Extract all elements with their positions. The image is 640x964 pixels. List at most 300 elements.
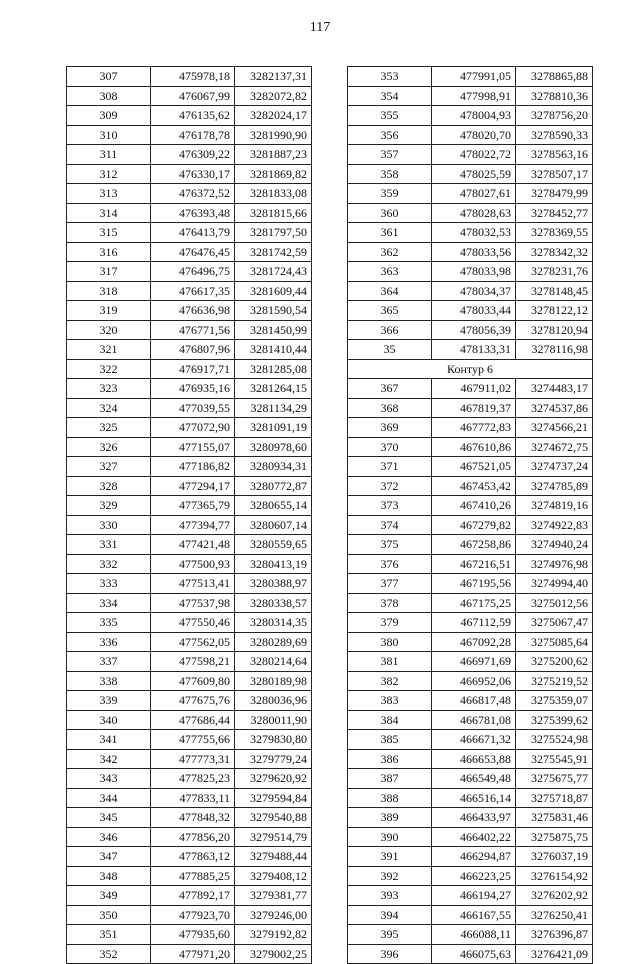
y-coordinate-cell: 3275524,98: [516, 730, 593, 750]
table-row: [348, 164, 593, 184]
table-row: [67, 847, 312, 867]
x-coordinate-cell: 477833,11: [151, 788, 235, 808]
point-number-cell: 340: [67, 710, 151, 730]
y-coordinate-cell: 3275675,77: [516, 769, 593, 789]
table-row: [348, 847, 593, 867]
x-coordinate-cell: 478022,72: [432, 145, 516, 165]
x-coordinate-cell: 477537,98: [151, 593, 235, 613]
y-coordinate-cell: 3280772,87: [235, 476, 312, 496]
point-number-cell: 386: [348, 749, 432, 769]
point-number-cell: 350: [67, 905, 151, 925]
y-coordinate-cell: 3278507,17: [516, 164, 593, 184]
point-number-cell: 326: [67, 437, 151, 457]
point-number-cell: 339: [67, 691, 151, 711]
x-coordinate-cell: 476413,79: [151, 223, 235, 243]
y-coordinate-cell: 3276396,87: [516, 925, 593, 945]
table-row: [348, 769, 593, 789]
table-row: [67, 554, 312, 574]
y-coordinate-cell: 3274566,21: [516, 418, 593, 438]
x-coordinate-cell: 466952,06: [432, 671, 516, 691]
x-coordinate-cell: 466971,69: [432, 652, 516, 672]
point-number-cell: 396: [348, 944, 432, 964]
x-coordinate-cell: 478033,56: [432, 242, 516, 262]
x-coordinate-cell: 477155,07: [151, 437, 235, 457]
table-row: [67, 749, 312, 769]
x-coordinate-cell: 467112,59: [432, 613, 516, 633]
y-coordinate-cell: 3274976,98: [516, 554, 593, 574]
x-coordinate-cell: 467216,51: [432, 554, 516, 574]
table-row: [67, 652, 312, 672]
y-coordinate-cell: 3279540,88: [235, 808, 312, 828]
point-number-cell: 327: [67, 457, 151, 477]
x-coordinate-cell: 467279,82: [432, 515, 516, 535]
table-row: [67, 593, 312, 613]
table-row: [67, 671, 312, 691]
point-number-cell: 307: [67, 67, 151, 87]
point-number-cell: 315: [67, 223, 151, 243]
x-coordinate-cell: 476178,78: [151, 125, 235, 145]
table-row: [348, 944, 593, 964]
y-coordinate-cell: 3281450,99: [235, 320, 312, 340]
y-coordinate-cell: 3281091,19: [235, 418, 312, 438]
table-row: [348, 749, 593, 769]
x-coordinate-cell: 466088,11: [432, 925, 516, 945]
y-coordinate-cell: 3279594,84: [235, 788, 312, 808]
contour-label: Контур 6: [348, 359, 593, 379]
point-number-cell: 371: [348, 457, 432, 477]
table-row: [67, 905, 312, 925]
y-coordinate-cell: 3280978,60: [235, 437, 312, 457]
point-number-cell: 357: [348, 145, 432, 165]
y-coordinate-cell: 3276202,92: [516, 886, 593, 906]
table-row: [67, 574, 312, 594]
y-coordinate-cell: 3275219,52: [516, 671, 593, 691]
x-coordinate-cell: 467410,26: [432, 496, 516, 516]
x-coordinate-cell: 477892,17: [151, 886, 235, 906]
table-row: [67, 145, 312, 165]
y-coordinate-cell: 3278369,55: [516, 223, 593, 243]
table-row: [67, 691, 312, 711]
point-number-cell: 320: [67, 320, 151, 340]
table-row: [67, 457, 312, 477]
x-coordinate-cell: 477686,44: [151, 710, 235, 730]
table-row: [348, 496, 593, 516]
y-coordinate-cell: 3280413,19: [235, 554, 312, 574]
x-coordinate-cell: 478056,39: [432, 320, 516, 340]
point-number-cell: 361: [348, 223, 432, 243]
table-row: [67, 476, 312, 496]
point-number-cell: 356: [348, 125, 432, 145]
x-coordinate-cell: 467521,05: [432, 457, 516, 477]
x-coordinate-cell: 475978,18: [151, 67, 235, 87]
y-coordinate-cell: 3274994,40: [516, 574, 593, 594]
y-coordinate-cell: 3280338,57: [235, 593, 312, 613]
table-row: [348, 340, 593, 360]
y-coordinate-cell: 3278120,94: [516, 320, 593, 340]
x-coordinate-cell: 467911,02: [432, 379, 516, 399]
y-coordinate-cell: 3280388,97: [235, 574, 312, 594]
point-number-cell: 346: [67, 827, 151, 847]
point-number-cell: 381: [348, 652, 432, 672]
table-row: [67, 808, 312, 828]
point-number-cell: 308: [67, 86, 151, 106]
x-coordinate-cell: 476330,17: [151, 164, 235, 184]
coordinates-table-left: [66, 66, 312, 964]
point-number-cell: 321: [67, 340, 151, 360]
table-row: [67, 125, 312, 145]
table-row: [67, 340, 312, 360]
point-number-cell: 362: [348, 242, 432, 262]
y-coordinate-cell: 3278479,99: [516, 184, 593, 204]
point-number-cell: 379: [348, 613, 432, 633]
x-coordinate-cell: 477513,41: [151, 574, 235, 594]
point-number-cell: 394: [348, 905, 432, 925]
y-coordinate-cell: 3282072,82: [235, 86, 312, 106]
y-coordinate-cell: 3275399,62: [516, 710, 593, 730]
point-number-cell: 380: [348, 632, 432, 652]
x-coordinate-cell: 467258,86: [432, 535, 516, 555]
x-coordinate-cell: 466223,25: [432, 866, 516, 886]
point-number-cell: 331: [67, 535, 151, 555]
y-coordinate-cell: 3279192,82: [235, 925, 312, 945]
x-coordinate-cell: 478033,44: [432, 301, 516, 321]
table-row: [348, 281, 593, 301]
point-number-cell: 332: [67, 554, 151, 574]
y-coordinate-cell: 3281609,44: [235, 281, 312, 301]
x-coordinate-cell: 477935,60: [151, 925, 235, 945]
y-coordinate-cell: 3275012,56: [516, 593, 593, 613]
x-coordinate-cell: 477500,93: [151, 554, 235, 574]
point-number-cell: 319: [67, 301, 151, 321]
table-row: [348, 710, 593, 730]
point-number-cell: 309: [67, 106, 151, 126]
table-row: [67, 944, 312, 964]
table-row: [67, 67, 312, 87]
point-number-cell: 372: [348, 476, 432, 496]
x-coordinate-cell: 477863,12: [151, 847, 235, 867]
point-number-cell: 373: [348, 496, 432, 516]
x-coordinate-cell: 467175,25: [432, 593, 516, 613]
point-number-cell: 347: [67, 847, 151, 867]
y-coordinate-cell: 3281285,08: [235, 359, 312, 379]
point-number-cell: 378: [348, 593, 432, 613]
y-coordinate-cell: 3280934,31: [235, 457, 312, 477]
y-coordinate-cell: 3281264,15: [235, 379, 312, 399]
point-number-cell: 313: [67, 184, 151, 204]
y-coordinate-cell: 3280289,69: [235, 632, 312, 652]
point-number-cell: 343: [67, 769, 151, 789]
y-coordinate-cell: 3275875,75: [516, 827, 593, 847]
point-number-cell: 384: [348, 710, 432, 730]
table-row: [348, 476, 593, 496]
x-coordinate-cell: 477991,05: [432, 67, 516, 87]
x-coordinate-cell: 467819,37: [432, 398, 516, 418]
y-coordinate-cell: 3278756,20: [516, 106, 593, 126]
y-coordinate-cell: 3279381,77: [235, 886, 312, 906]
table-row: [67, 320, 312, 340]
point-number-cell: 388: [348, 788, 432, 808]
table-row: [67, 496, 312, 516]
point-number-cell: 328: [67, 476, 151, 496]
y-coordinate-cell: 3279514,79: [235, 827, 312, 847]
point-number-cell: 349: [67, 886, 151, 906]
point-number-cell: 310: [67, 125, 151, 145]
point-number-cell: 333: [67, 574, 151, 594]
point-number-cell: 360: [348, 203, 432, 223]
x-coordinate-cell: 476617,35: [151, 281, 235, 301]
table-row: [348, 652, 593, 672]
x-coordinate-cell: 466516,14: [432, 788, 516, 808]
table-row: [67, 184, 312, 204]
page-number: 117: [309, 20, 331, 35]
y-coordinate-cell: 3278452,77: [516, 203, 593, 223]
x-coordinate-cell: 467772,83: [432, 418, 516, 438]
table-row: [67, 613, 312, 633]
y-coordinate-cell: 3275200,62: [516, 652, 593, 672]
x-coordinate-cell: 477675,76: [151, 691, 235, 711]
table-row: [348, 730, 593, 750]
y-coordinate-cell: 3275545,91: [516, 749, 593, 769]
y-coordinate-cell: 3281990,90: [235, 125, 312, 145]
point-number-cell: 382: [348, 671, 432, 691]
point-number-cell: 336: [67, 632, 151, 652]
x-coordinate-cell: 466433,97: [432, 808, 516, 828]
x-coordinate-cell: 477773,31: [151, 749, 235, 769]
point-number-cell: 316: [67, 242, 151, 262]
table-row: [348, 808, 593, 828]
table-row: [348, 301, 593, 321]
point-number-cell: 317: [67, 262, 151, 282]
point-number-cell: 338: [67, 671, 151, 691]
y-coordinate-cell: 3274737,24: [516, 457, 593, 477]
table-row: [348, 106, 593, 126]
x-coordinate-cell: 478025,59: [432, 164, 516, 184]
x-coordinate-cell: 476372,52: [151, 184, 235, 204]
y-coordinate-cell: 3281134,29: [235, 398, 312, 418]
point-number-cell: 322: [67, 359, 151, 379]
table-row: [67, 301, 312, 321]
y-coordinate-cell: 3278148,45: [516, 281, 593, 301]
point-number-cell: 376: [348, 554, 432, 574]
y-coordinate-cell: 3281742,59: [235, 242, 312, 262]
point-number-cell: 341: [67, 730, 151, 750]
x-coordinate-cell: 477923,70: [151, 905, 235, 925]
x-coordinate-cell: 476807,96: [151, 340, 235, 360]
table-row: [67, 866, 312, 886]
y-coordinate-cell: 3275718,87: [516, 788, 593, 808]
table-row: [67, 515, 312, 535]
point-number-cell: 312: [67, 164, 151, 184]
x-coordinate-cell: 477885,25: [151, 866, 235, 886]
y-coordinate-cell: 3274819,16: [516, 496, 593, 516]
point-number-cell: 390: [348, 827, 432, 847]
y-coordinate-cell: 3278116,98: [516, 340, 593, 360]
table-row: [348, 593, 593, 613]
coordinates-table-right: [347, 66, 593, 964]
point-number-cell: 364: [348, 281, 432, 301]
point-number-cell: 329: [67, 496, 151, 516]
x-coordinate-cell: 476476,45: [151, 242, 235, 262]
table-row: [67, 398, 312, 418]
table-row: [67, 925, 312, 945]
point-number-cell: 389: [348, 808, 432, 828]
x-coordinate-cell: 476496,75: [151, 262, 235, 282]
y-coordinate-cell: 3281724,43: [235, 262, 312, 282]
y-coordinate-cell: 3275831,46: [516, 808, 593, 828]
y-coordinate-cell: 3279830,80: [235, 730, 312, 750]
table-row: [348, 86, 593, 106]
table-row: [67, 203, 312, 223]
point-number-cell: 35: [348, 340, 432, 360]
x-coordinate-cell: 477848,32: [151, 808, 235, 828]
y-coordinate-cell: 3281833,08: [235, 184, 312, 204]
x-coordinate-cell: 466671,32: [432, 730, 516, 750]
table-row: [348, 125, 593, 145]
point-number-cell: 385: [348, 730, 432, 750]
table-row: [348, 398, 593, 418]
table-row: [348, 554, 593, 574]
table-row: [348, 418, 593, 438]
point-number-cell: 387: [348, 769, 432, 789]
table-row: [348, 203, 593, 223]
table-row: [67, 223, 312, 243]
x-coordinate-cell: 478028,63: [432, 203, 516, 223]
x-coordinate-cell: 476917,71: [151, 359, 235, 379]
y-coordinate-cell: 3274922,83: [516, 515, 593, 535]
point-number-cell: 325: [67, 418, 151, 438]
table-row: [67, 827, 312, 847]
y-coordinate-cell: 3275067,47: [516, 613, 593, 633]
x-coordinate-cell: 477550,46: [151, 613, 235, 633]
y-coordinate-cell: 3278231,76: [516, 262, 593, 282]
table-row: [348, 457, 593, 477]
point-number-cell: 367: [348, 379, 432, 399]
x-coordinate-cell: 476067,99: [151, 86, 235, 106]
x-coordinate-cell: 478020,70: [432, 125, 516, 145]
y-coordinate-cell: 3280214,64: [235, 652, 312, 672]
y-coordinate-cell: 3281887,23: [235, 145, 312, 165]
y-coordinate-cell: 3279002,25: [235, 944, 312, 964]
x-coordinate-cell: 478034,37: [432, 281, 516, 301]
x-coordinate-cell: 466402,22: [432, 827, 516, 847]
x-coordinate-cell: 477421,48: [151, 535, 235, 555]
table-row: [67, 535, 312, 555]
x-coordinate-cell: 477609,80: [151, 671, 235, 691]
y-coordinate-cell: 3279488,44: [235, 847, 312, 867]
table-row: [348, 827, 593, 847]
x-coordinate-cell: 467195,56: [432, 574, 516, 594]
x-coordinate-cell: 467610,86: [432, 437, 516, 457]
table-row: [348, 535, 593, 555]
y-coordinate-cell: 3278865,88: [516, 67, 593, 87]
y-coordinate-cell: 3282024,17: [235, 106, 312, 126]
x-coordinate-cell: 478027,61: [432, 184, 516, 204]
table-row: [348, 437, 593, 457]
table-row: [348, 320, 593, 340]
y-coordinate-cell: 3280189,98: [235, 671, 312, 691]
y-coordinate-cell: 3281410,44: [235, 340, 312, 360]
point-number-cell: 370: [348, 437, 432, 457]
table-row: [348, 67, 593, 87]
y-coordinate-cell: 3279620,92: [235, 769, 312, 789]
point-number-cell: 392: [348, 866, 432, 886]
x-coordinate-cell: 477294,17: [151, 476, 235, 496]
x-coordinate-cell: 477755,66: [151, 730, 235, 750]
y-coordinate-cell: 3274785,89: [516, 476, 593, 496]
x-coordinate-cell: 466167,55: [432, 905, 516, 925]
x-coordinate-cell: 466549,48: [432, 769, 516, 789]
x-coordinate-cell: 477365,79: [151, 496, 235, 516]
y-coordinate-cell: 3279408,12: [235, 866, 312, 886]
table-row: [67, 379, 312, 399]
table-row: [348, 574, 593, 594]
y-coordinate-cell: 3278342,32: [516, 242, 593, 262]
y-coordinate-cell: 3280559,65: [235, 535, 312, 555]
x-coordinate-cell: 466194,27: [432, 886, 516, 906]
point-number-cell: 391: [348, 847, 432, 867]
table-row: [67, 242, 312, 262]
point-number-cell: 342: [67, 749, 151, 769]
point-number-cell: 318: [67, 281, 151, 301]
point-number-cell: 330: [67, 515, 151, 535]
point-number-cell: 355: [348, 106, 432, 126]
point-number-cell: 368: [348, 398, 432, 418]
y-coordinate-cell: 3276250,41: [516, 905, 593, 925]
table-row: [348, 184, 593, 204]
x-coordinate-cell: 478133,31: [432, 340, 516, 360]
table-row: [67, 710, 312, 730]
point-number-cell: 353: [348, 67, 432, 87]
y-coordinate-cell: 3274483,17: [516, 379, 593, 399]
point-number-cell: 383: [348, 691, 432, 711]
table-row: [67, 769, 312, 789]
table-row: [67, 281, 312, 301]
table-row: [67, 164, 312, 184]
y-coordinate-cell: 3282137,31: [235, 67, 312, 87]
table-row: [348, 613, 593, 633]
x-coordinate-cell: 476135,62: [151, 106, 235, 126]
x-coordinate-cell: 477998,91: [432, 86, 516, 106]
x-coordinate-cell: 476393,48: [151, 203, 235, 223]
y-coordinate-cell: 3274537,86: [516, 398, 593, 418]
y-coordinate-cell: 3274672,75: [516, 437, 593, 457]
point-number-cell: 351: [67, 925, 151, 945]
table-row: [67, 886, 312, 906]
x-coordinate-cell: 467453,42: [432, 476, 516, 496]
point-number-cell: 359: [348, 184, 432, 204]
point-number-cell: 323: [67, 379, 151, 399]
x-coordinate-cell: 477856,20: [151, 827, 235, 847]
table-row: [67, 632, 312, 652]
y-coordinate-cell: 3278590,33: [516, 125, 593, 145]
table-row: [348, 691, 593, 711]
x-coordinate-cell: 477186,82: [151, 457, 235, 477]
point-number-cell: 337: [67, 652, 151, 672]
y-coordinate-cell: 3278563,16: [516, 145, 593, 165]
y-coordinate-cell: 3280314,35: [235, 613, 312, 633]
point-number-cell: 366: [348, 320, 432, 340]
y-coordinate-cell: 3278810,36: [516, 86, 593, 106]
point-number-cell: 363: [348, 262, 432, 282]
table-row: [348, 223, 593, 243]
table-row: [67, 106, 312, 126]
x-coordinate-cell: 477072,90: [151, 418, 235, 438]
point-number-cell: 335: [67, 613, 151, 633]
table-row: [348, 242, 593, 262]
table-row: [348, 905, 593, 925]
x-coordinate-cell: 467092,28: [432, 632, 516, 652]
point-number-cell: 314: [67, 203, 151, 223]
